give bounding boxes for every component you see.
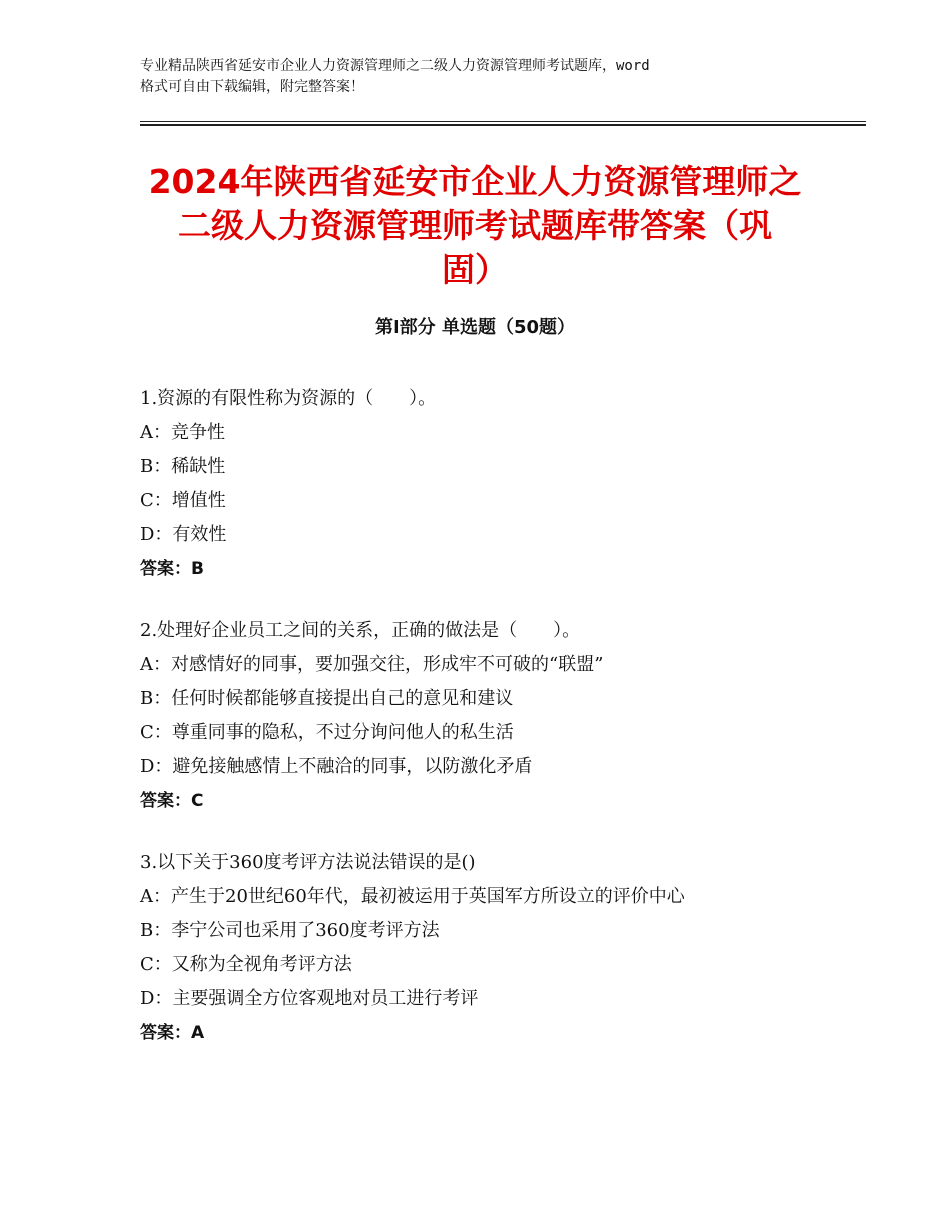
option-d: D：主要强调全方位客观地对员工进行考评 [140, 988, 479, 1009]
option-c: C：增值性 [140, 490, 226, 511]
header-rule-thin [140, 121, 866, 122]
option-a: A：对感情好的同事，要加强交往，形成牢不可破的“联盟” [140, 654, 604, 675]
question-2 [140, 614, 860, 818]
option-a: A：产生于20世纪60年代，最初被运用于英国军方所设立的评价中心 [140, 886, 685, 907]
question-stem: 3.以下关于360度考评方法说法错误的是() [140, 852, 476, 873]
question-stem: 2.处理好企业员工之间的关系，正确的做法是（ ）。 [140, 620, 581, 641]
document-title [110, 160, 840, 292]
option-a: A：竞争性 [140, 422, 225, 443]
question-3 [140, 846, 860, 1050]
section-heading: 第Ⅰ部分 单选题（50题） [374, 317, 575, 338]
answer-key: 答案：B [140, 559, 204, 579]
question-list [140, 382, 860, 1078]
option-b: B：任何时候都能够直接提出自己的意见和建议 [140, 688, 514, 709]
option-d: D：有效性 [140, 524, 227, 545]
option-d: D：避免接触感情上不融洽的同事，以防激化矛盾 [140, 756, 533, 777]
option-c: C：又称为全视角考评方法 [140, 954, 352, 975]
question-1 [140, 382, 860, 586]
answer-key: 答案：C [140, 791, 204, 811]
question-stem: 1.资源的有限性称为资源的（ ）。 [140, 388, 437, 409]
document-title-line-2: 二级人力资源管理师考试题库带答案（巩 [178, 206, 772, 245]
document-title-line-1: 2024年陕西省延安市企业人力资源管理师之 [148, 162, 802, 201]
header-note-line-1: 专业精品陕西省延安市企业人力资源管理师之二级人力资源管理师考试题库，word [140, 58, 650, 74]
document-title-line-3: 固） [442, 250, 508, 289]
header-rule-thick [140, 124, 866, 126]
answer-key: 答案：A [140, 1023, 205, 1043]
header-note [140, 56, 840, 98]
option-b: B：李宁公司也采用了360度考评方法 [140, 920, 440, 941]
option-b: B：稀缺性 [140, 456, 226, 477]
option-c: C：尊重同事的隐私，不过分询问他人的私生活 [140, 722, 514, 743]
header-note-line-2: 格式可自由下载编辑，附完整答案！ [140, 79, 364, 95]
